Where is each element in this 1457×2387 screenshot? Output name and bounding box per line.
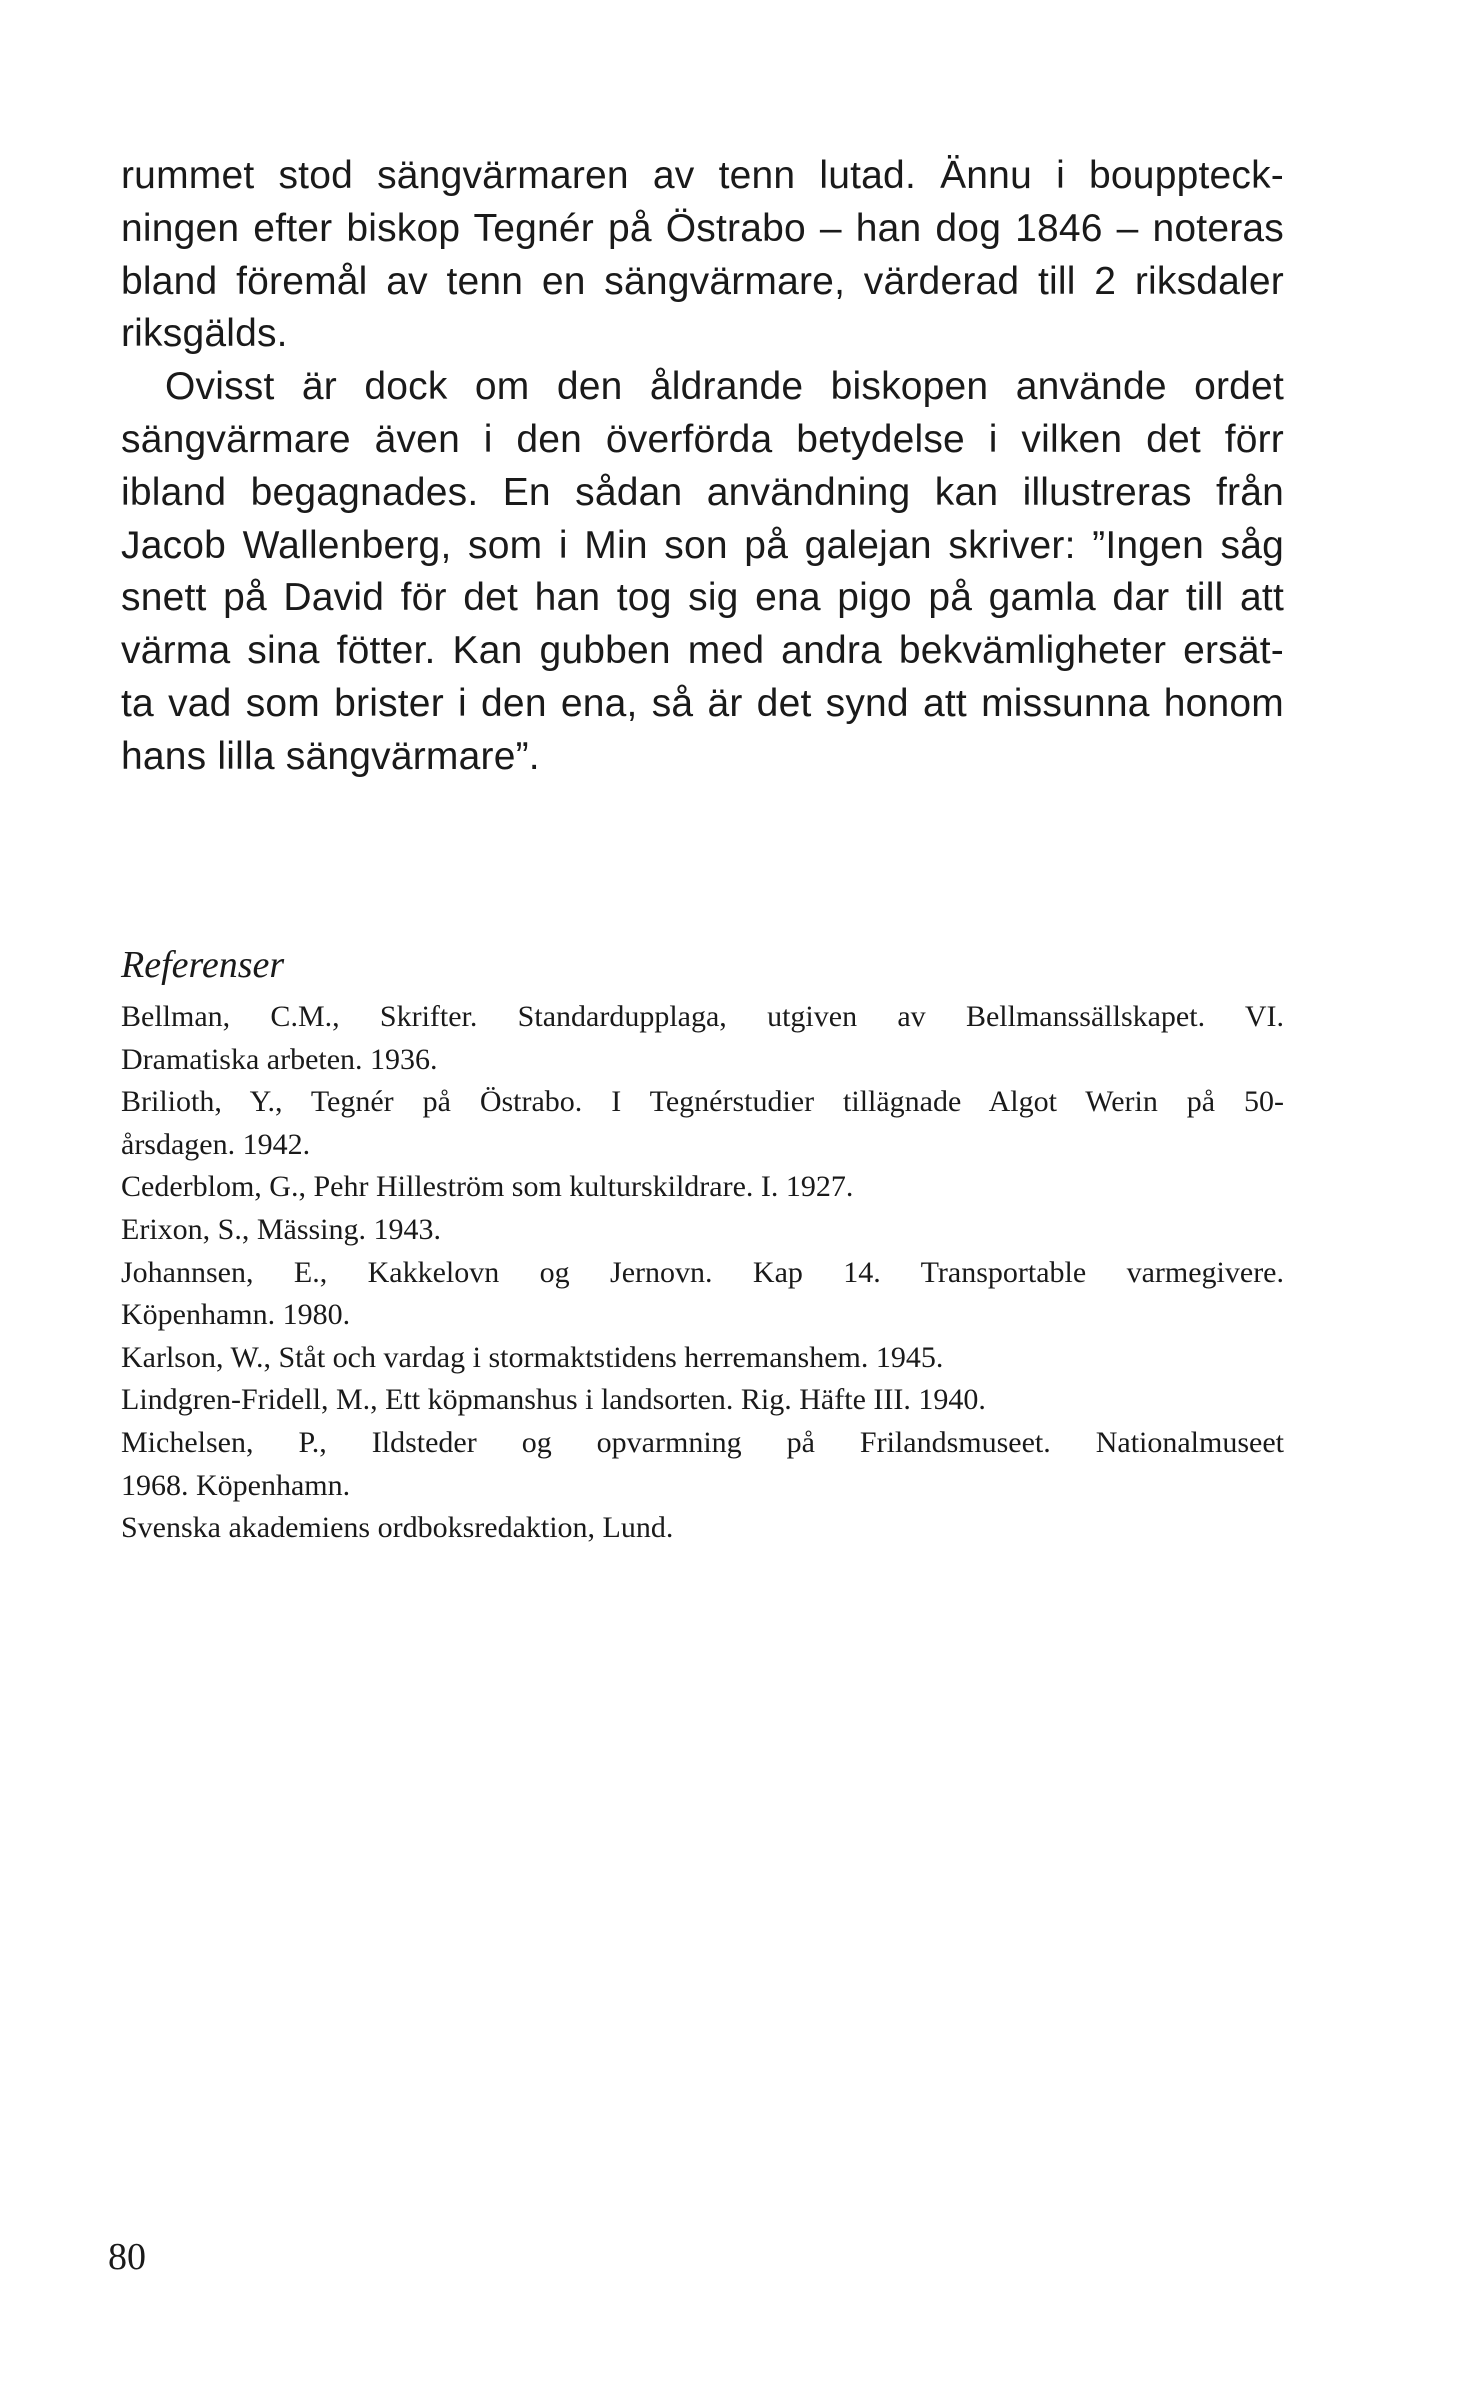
reference-line: Dramatiska arbeten. 1936. <box>121 1042 438 1076</box>
reference-line: Karlson, W., Ståt och vardag i stormaktstidens herremanshem. 1945. <box>121 1340 944 1374</box>
body-line: riksgälds. <box>121 312 288 356</box>
reference-line: Erixon, S., Mässing. 1943. <box>121 1212 442 1246</box>
reference-line: Lindgren-Fridell, M., Ett köpmanshus i landsorten. Rig. Häfte III. 1940. <box>121 1383 986 1417</box>
reference-line: Cederblom, G., Pehr Hilleström som kulturskildrare. I. 1927. <box>121 1170 854 1204</box>
body-line: värma sina fötter. Kan gubben med andra bekvämligheter ersät- <box>121 629 1284 673</box>
reference-line: Brilioth, Y., Tegnér på Östrabo. I Tegnérstudier tillägnade Algot Werin på 50- <box>121 1085 1284 1119</box>
body-line: Jacob Wallenberg, som i Min son på galejan skriver: ”Ingen såg <box>121 523 1284 567</box>
reference-line: årsdagen. 1942. <box>121 1127 311 1161</box>
body-line: snett på David för det han tog sig ena pigo på gamla dar till att <box>121 576 1284 620</box>
page-number: 80 <box>108 2236 146 2278</box>
body-line: rummet stod sängvärmaren av tenn lutad. Ännu i bouppteck- <box>121 154 1284 197</box>
references-heading: Referenser <box>121 944 285 986</box>
body-line: hans lilla sängvärmare”. <box>121 734 540 778</box>
reference-line: Köpenhamn. 1980. <box>121 1298 351 1332</box>
reference-line: Svenska akademiens ordboksredaktion, Lund. <box>121 1511 674 1545</box>
body-line: ta vad som brister i den ena, så är det synd att missunna honom <box>121 681 1284 725</box>
body-line: Ovisst är dock om den åldrande biskopen använde ordet <box>165 365 1284 409</box>
body-line: bland föremål av tenn en sängvärmare, värderad till 2 riksdaler <box>121 259 1284 303</box>
references-list <box>121 996 1284 1550</box>
reference-line: 1968. Köpenhamn. <box>121 1468 351 1502</box>
body-paragraphs <box>121 150 1284 784</box>
body-line: ibland begagnades. En sådan användning kan illustreras från <box>121 470 1284 514</box>
reference-line: Bellman, C.M., Skrifter. Standardupplaga, utgiven av Bellmanssällskapet. VI. <box>121 1000 1284 1033</box>
reference-line: Johannsen, E., Kakkelovn og Jernovn. Kap 14. Transportable varmegivere. <box>121 1255 1284 1289</box>
body-line: ningen efter biskop Tegnér på Östrabo – han dog 1846 – noteras <box>121 206 1284 250</box>
body-line: sängvärmare även i den överförda betydelse i vilken det förr <box>121 417 1284 461</box>
reference-line: Michelsen, P., Ildsteder og opvarmning på Frilandsmuseet. Nationalmuseet <box>121 1425 1284 1459</box>
